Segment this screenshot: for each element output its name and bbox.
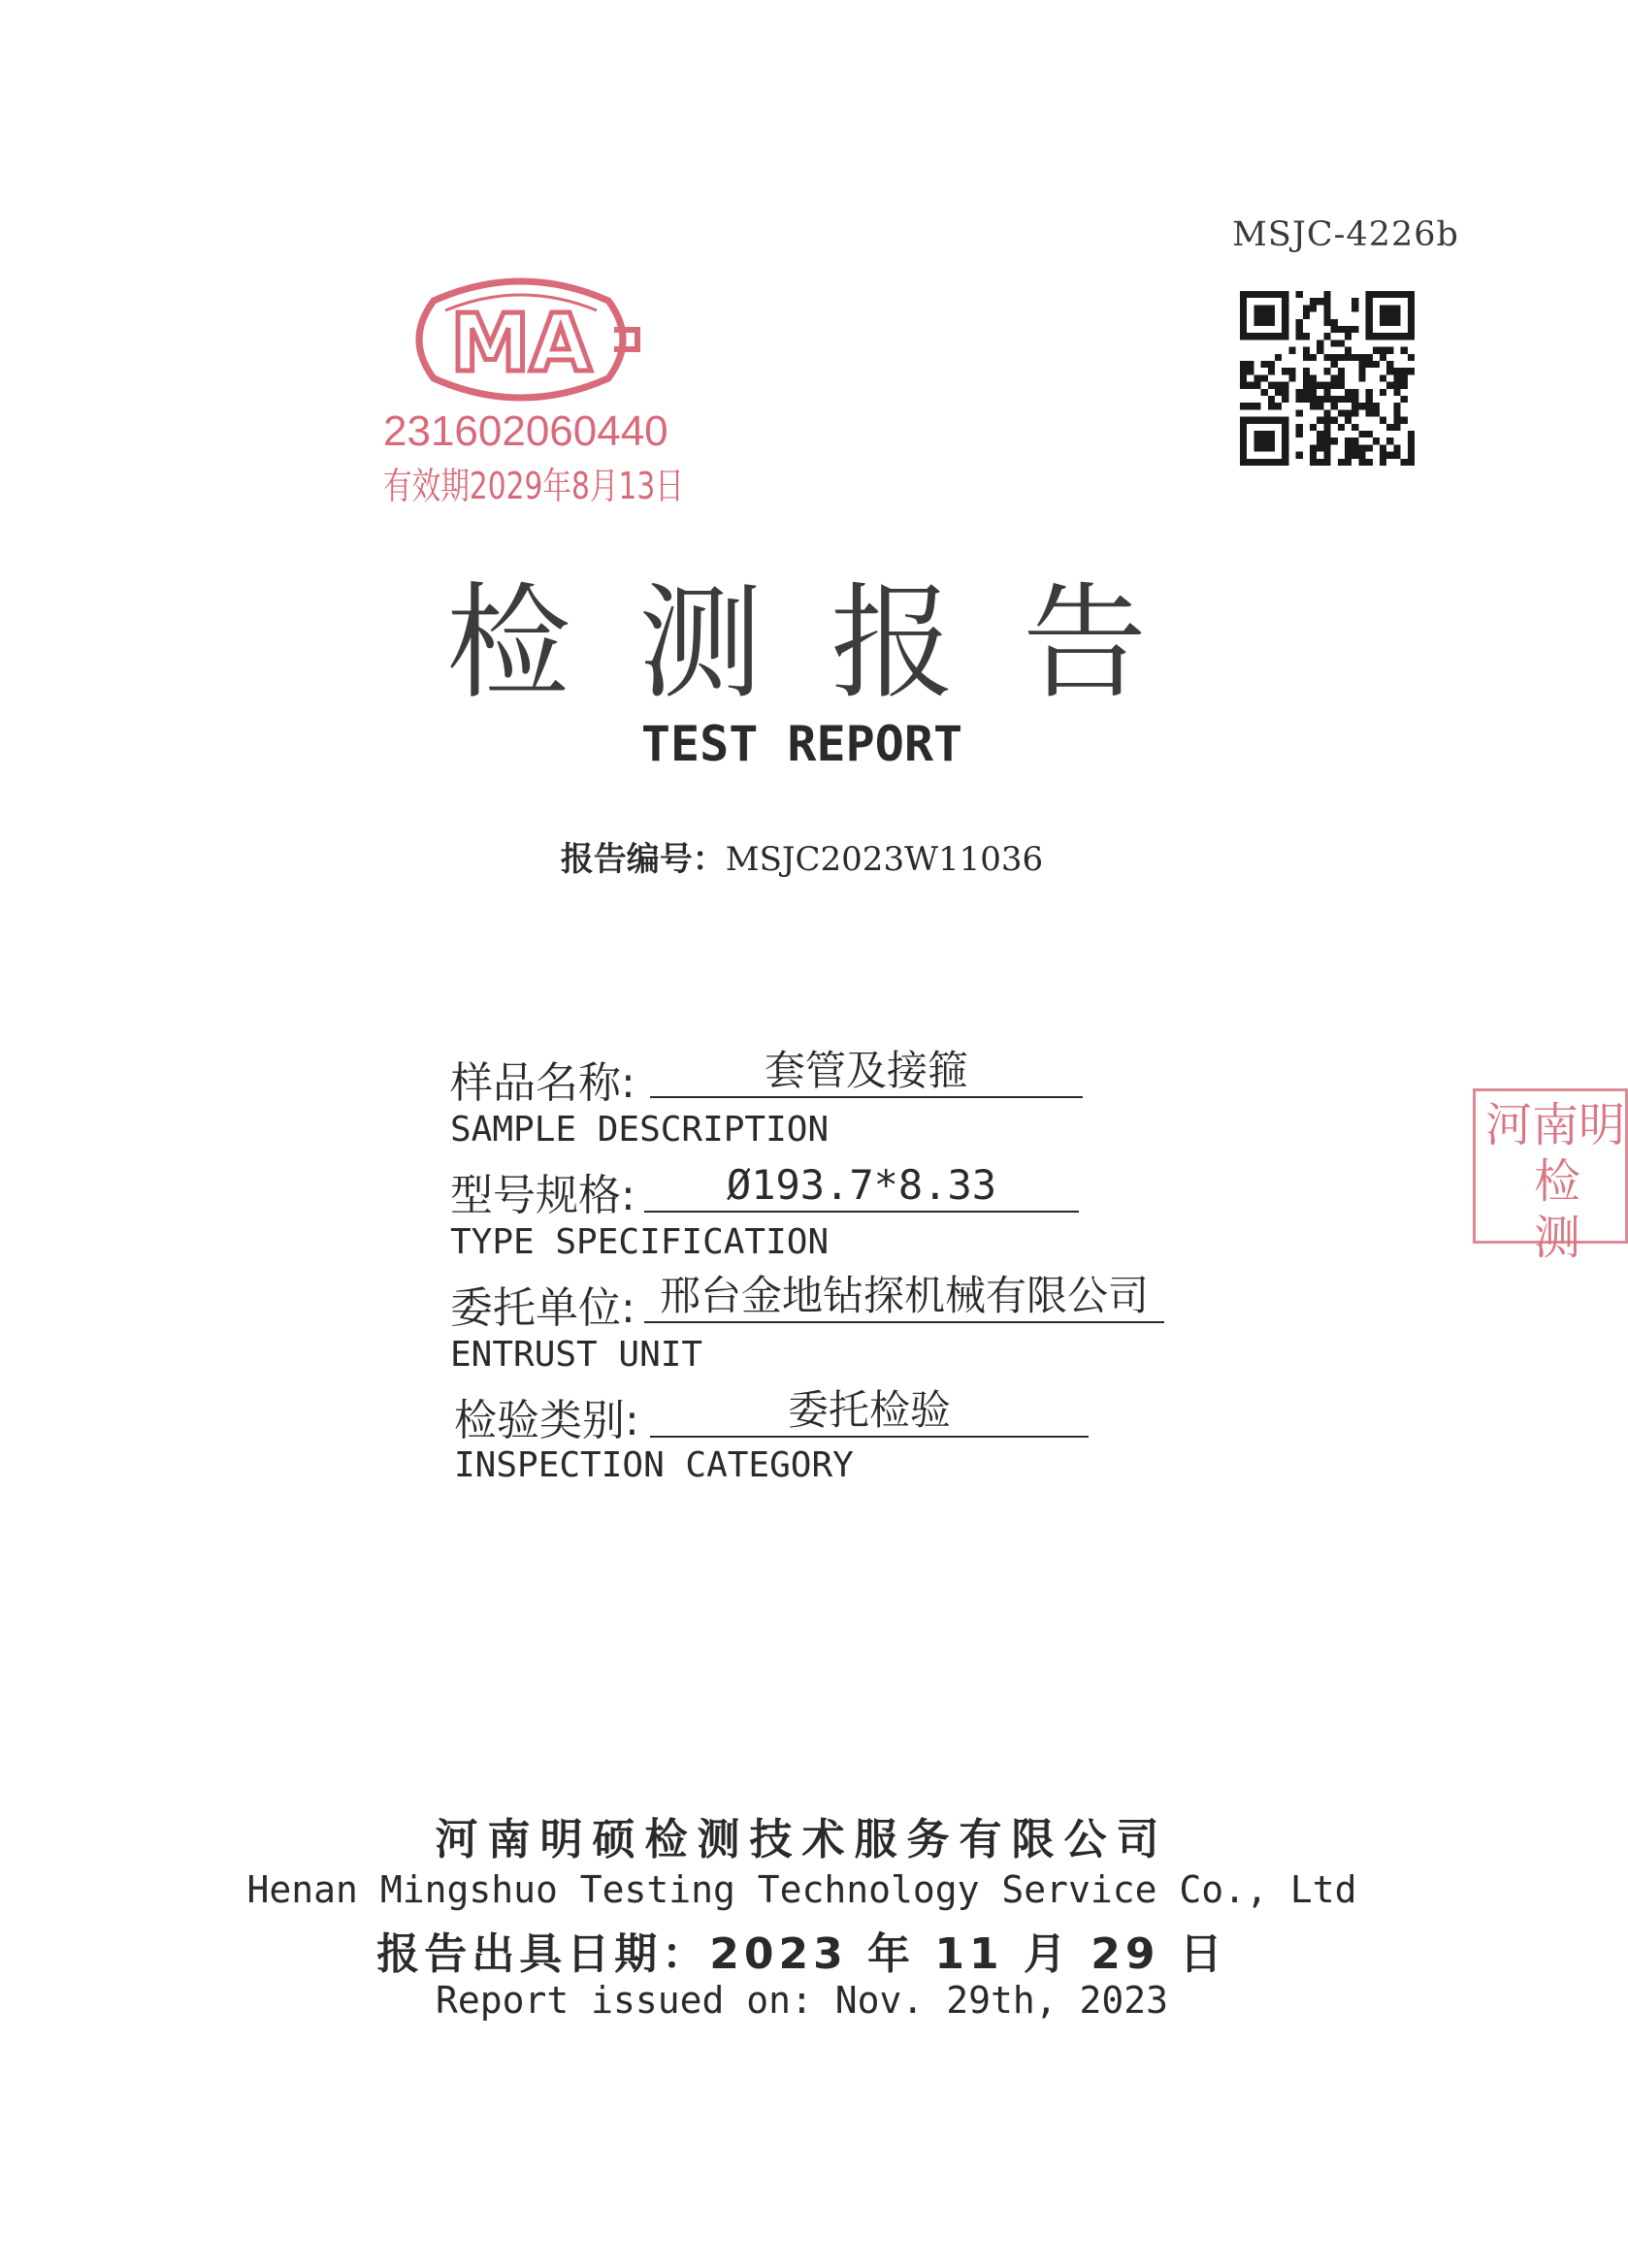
report-number-label: 报告编号： (560, 840, 726, 879)
issue-date-cn: 报告出具日期：2023 年 11 月 29 日 (376, 1929, 1227, 1979)
cma-seal-icon (395, 272, 647, 407)
sample-name-label: 样品名称: (450, 1058, 635, 1108)
type-spec-value: Ø193.7*8.33 (644, 1160, 1079, 1213)
stamp-reg-number: 231602060440 (383, 407, 668, 455)
company-name-cn: 河南明硕检测技术服务有限公司 (435, 1815, 1169, 1864)
title-en: TEST REPORT (640, 716, 963, 772)
entrust-unit-label-cn: 委托单位: (450, 1283, 635, 1333)
type-specification-label: TYPE SPECIFICATION (450, 1222, 830, 1262)
inspection-category-label-en: INSPECTION CATEGORY (454, 1445, 854, 1485)
company-name-en: Henan Mingshuo Testing Technology Service Co., Ltd (246, 1868, 1357, 1911)
inspection-category-value: 委托检验 (650, 1385, 1089, 1438)
edge-seal-line2: 检测 (1534, 1154, 1581, 1265)
edge-seal (1473, 1088, 1628, 1265)
entrust-unit-value: 邢台金地钻探机械有限公司 (644, 1271, 1164, 1323)
entrust-unit-label-en: ENTRUST UNIT (450, 1335, 703, 1375)
sample-description-label: SAMPLE DESCRIPTION (450, 1110, 830, 1150)
sample-name-value: 套管及接箍 (650, 1046, 1083, 1098)
report-number-value: MSJC2023W11036 (725, 840, 1044, 879)
cma-seal (383, 272, 684, 514)
svg-text:MA: MA (450, 298, 592, 390)
issue-date-en: Report issued on: Nov. 29th, 2023 (436, 1979, 1168, 2022)
qr-code-icon (1240, 291, 1415, 466)
edge-seal-line1: 河南明 (1485, 1098, 1626, 1152)
type-spec-label: 型号规格: (450, 1171, 635, 1220)
report-number (0, 832, 1604, 880)
inspection-category-label-cn: 检验类别: (454, 1396, 639, 1445)
title-cn: 检测报告 (446, 571, 1216, 716)
stamp-valid-date: 有效期2029年8月13日 (383, 465, 684, 507)
document-code: MSJC-4226b (1232, 215, 1459, 254)
